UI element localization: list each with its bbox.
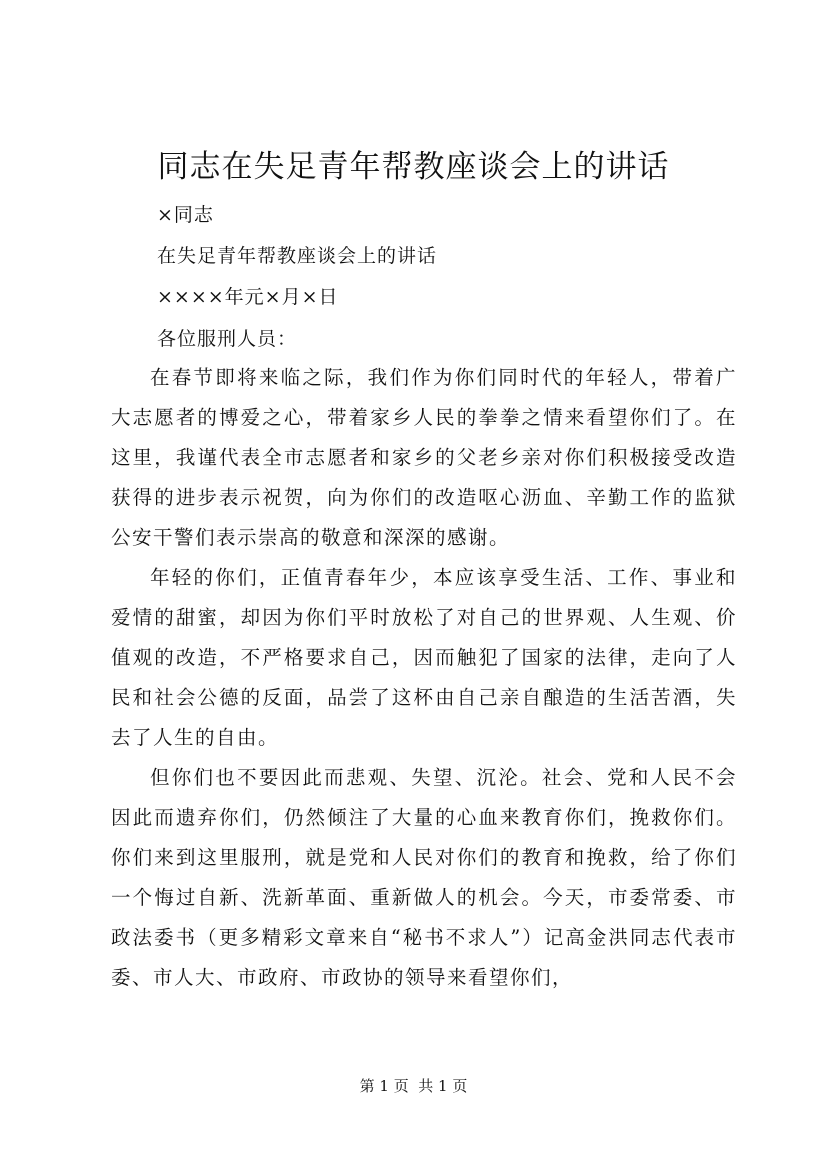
- subtitle-line: 在失足青年帮教座谈会上的讲话: [157, 245, 438, 267]
- document-title: 同志在失足青年帮教座谈会上的讲话: [157, 149, 670, 185]
- document-body: [111, 358, 737, 998]
- paragraph-1: 在春节即将来临之际，我们作为你们同时代的年轻人，带着广大志愿者的博爱之心，带着家乡人民的拳拳之情来看望你们了。在这里，我谨代表全市志愿者和家乡的父老乡亲对你们积极接受改造获得的进步表示祝贺，向为你们的改造呕心沥血、辛勤工作的监狱公安干警们表示崇高的敬意和深深的感谢。: [111, 366, 737, 549]
- paragraph-2: 年轻的你们，正值青春年少，本应该享受生活、工作、事业和爱情的甜蜜，却因为你们平时放松了对自己的世界观、人生观、价值观的改造，不严格要求自己，因而触犯了国家的法律，走向了人民和社会公德的反面，品尝了这杯由自己亲自酿造的生活苦酒，失去了人生的自由。: [111, 566, 737, 749]
- date-line: ××××年元×月×日: [157, 286, 339, 308]
- page-footer: 第 1 页 共 1 页: [359, 1077, 468, 1095]
- author-line: ×同志: [157, 204, 214, 226]
- salutation-line: 各位服刑人员：: [157, 328, 298, 350]
- paragraph-3: 但你们也不要因此而悲观、失望、沉沦。社会、党和人民不会因此而遗弃你们，仍然倾注了大量的心血来教育你们，挽救你们。你们来到这里服刑，就是党和人民对你们的教育和挽救，给了你们一个悔过自新、洗新革面、重新做人的机会。今天，市委常委、市政法委书（更多精彩文章来自“秘书不求人”）记高金洪同志代表市委、市人大、市政府、市政协的领导来看望你们，: [111, 766, 737, 989]
